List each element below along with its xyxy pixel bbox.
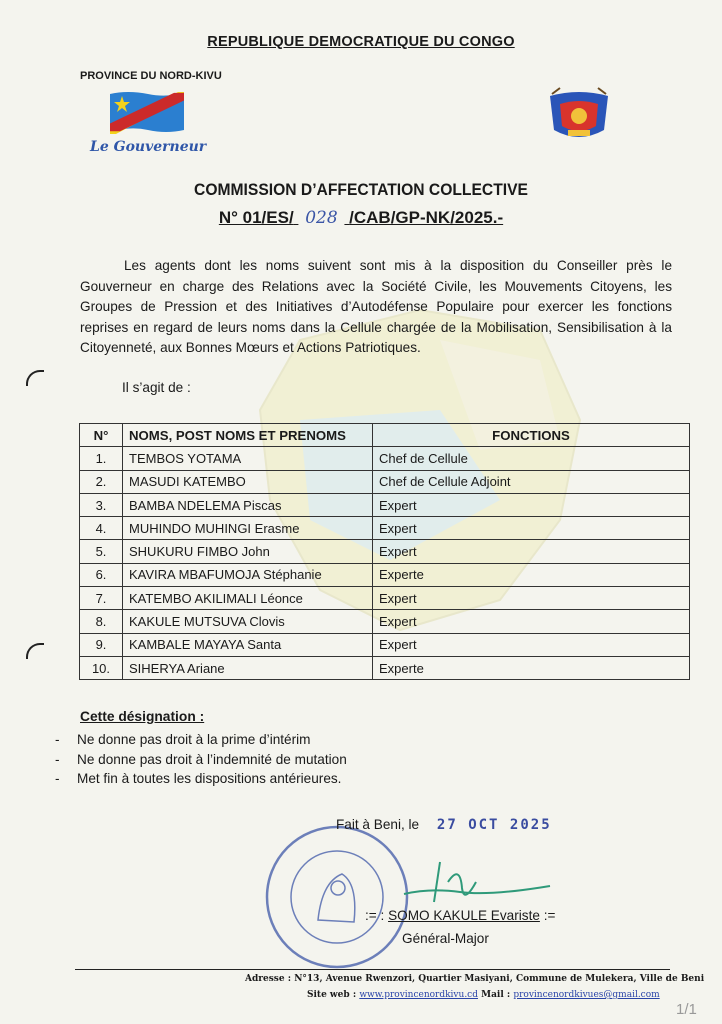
- table-row: [80, 563, 690, 586]
- list-intro: Il s’agit de :: [122, 380, 191, 395]
- province-label: PROVINCE DU NORD-KIVU: [80, 70, 222, 82]
- row-function: Expert: [373, 540, 690, 563]
- row-number: 7.: [80, 587, 123, 610]
- row-number: 10.: [80, 656, 123, 679]
- header-number: N°: [80, 424, 123, 447]
- designation-heading: Cette désignation :: [80, 709, 205, 724]
- name-prefix: := :: [365, 908, 385, 923]
- intro-paragraph: Les agents dont les noms suivent sont mis à la disposition du Conseiller près le Gouverneur en charge des Relations avec la Société Civile, les Mouvements Citoyens, les Groupes de Pression et des Initiatives d’Autodéfense Populaire pour exercer les fonctions reprises en regard de leurs noms dans la Cellule chargée de la Mobilisation, Sensibilisation à la Citoyenneté, aux Bonnes Mœurs et Actions Patriotiques.: [80, 258, 672, 355]
- row-function: Experte: [373, 563, 690, 586]
- number-suffix: /CAB/GP-NK/2025.-: [349, 208, 504, 227]
- row-name: TEMBOS YOTAMA: [123, 447, 373, 470]
- document-title: COMMISSION D’AFFECTATION COLLECTIVE: [194, 180, 528, 199]
- table-row: [80, 517, 690, 540]
- row-number: 8.: [80, 610, 123, 633]
- row-name: MUHINDO MUHINGI Erasme: [123, 517, 373, 540]
- page-indicator: 1/1: [676, 1001, 697, 1018]
- coat-of-arms-icon: [546, 86, 612, 144]
- row-function: Chef de Cellule Adjoint: [373, 470, 690, 493]
- designation-conditions: [55, 730, 347, 789]
- website-link[interactable]: www.provincenordkivu.cd: [359, 990, 478, 1000]
- number-prefix: N° 01/ES/: [218, 208, 294, 227]
- place-date-line: [336, 817, 552, 833]
- footer-address: Adresse : N°13, Avenue Rwenzori, Quartier Masiyani, Commune de Mulekera, Ville de Beni: [245, 974, 705, 984]
- row-number: 6.: [80, 563, 123, 586]
- footer-contacts: [307, 990, 660, 1000]
- official-stamp-icon: [262, 822, 412, 972]
- stamped-date: 27 OCT 2025: [436, 817, 552, 833]
- row-function: Expert: [373, 610, 690, 633]
- row-name: SHUKURU FIMBO John: [123, 540, 373, 563]
- place-label: Fait à Beni, le: [336, 817, 420, 832]
- table-row: [80, 447, 690, 470]
- row-number: 4.: [80, 517, 123, 540]
- row-function: Chef de Cellule: [373, 447, 690, 470]
- row-name: BAMBA NDELEMA Piscas: [123, 493, 373, 516]
- table-row: [80, 656, 690, 679]
- table-row: [80, 610, 690, 633]
- row-number: 5.: [80, 540, 123, 563]
- drc-flag-icon: [108, 88, 186, 136]
- header-functions: FONCTIONS: [373, 424, 690, 447]
- row-name: SIHERYA Ariane: [123, 656, 373, 679]
- mail-label: Mail :: [481, 990, 511, 1000]
- table-row: [80, 470, 690, 493]
- signatory-rank: Général-Major: [402, 931, 489, 946]
- row-number: 2.: [80, 470, 123, 493]
- row-number: 3.: [80, 493, 123, 516]
- header-names: NOMS, POST NOMS ET PRENOMS: [123, 424, 373, 447]
- table-row: [80, 540, 690, 563]
- row-function: Expert: [373, 633, 690, 656]
- punch-hole-mark: [26, 643, 44, 659]
- signature-icon: [400, 852, 560, 912]
- condition-item: - Ne donne pas droit à la prime d’intérim: [55, 730, 347, 750]
- table-row: [80, 633, 690, 656]
- document-number: [0, 208, 722, 228]
- table-row: [80, 587, 690, 610]
- condition-item: - Met fin à toutes les dispositions antérieures.: [55, 769, 347, 789]
- punch-hole-mark: [26, 370, 44, 386]
- handwritten-number: 028: [305, 208, 338, 228]
- row-function: Expert: [373, 517, 690, 540]
- row-name: MASUDI KATEMBO: [123, 470, 373, 493]
- row-name: KAKULE MUTSUVA Clovis: [123, 610, 373, 633]
- governor-label: Le Gouverneur: [90, 139, 207, 155]
- agents-table: [79, 423, 690, 680]
- web-label: Site web :: [307, 990, 357, 1000]
- row-number: 9.: [80, 633, 123, 656]
- email-link[interactable]: provincenordkivues@gmail.com: [513, 990, 660, 1000]
- signatory-name: SOMO KAKULE Evariste: [388, 908, 540, 923]
- row-name: KAMBALE MAYAYA Santa: [123, 633, 373, 656]
- signatory-name-line: [365, 908, 555, 923]
- row-function: Expert: [373, 587, 690, 610]
- row-name: KATEMBO AKILIMALI Léonce: [123, 587, 373, 610]
- table-header-row: [80, 424, 690, 447]
- row-number: 1.: [80, 447, 123, 470]
- condition-item: - Ne donne pas droit à l’indemnité de mutation: [55, 750, 347, 770]
- country-heading: REPUBLIQUE DEMOCRATIQUE DU CONGO: [207, 34, 515, 50]
- footer-divider: [75, 969, 670, 970]
- row-function: Expert: [373, 493, 690, 516]
- row-function: Experte: [373, 656, 690, 679]
- row-name: KAVIRA MBAFUMOJA Stéphanie: [123, 563, 373, 586]
- name-suffix: :=: [543, 908, 556, 923]
- table-row: [80, 493, 690, 516]
